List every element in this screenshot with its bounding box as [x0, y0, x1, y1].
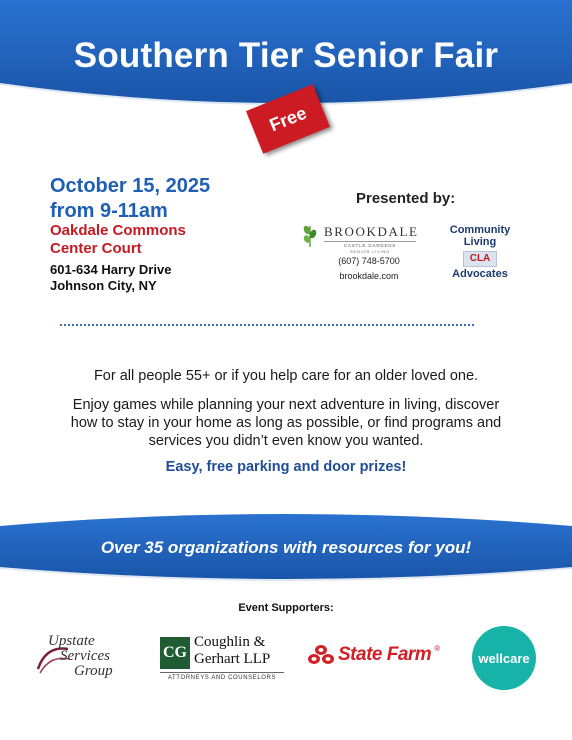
event-address [50, 262, 171, 294]
event-venue [50, 222, 186, 258]
address-line-2: Johnson City, NY [50, 278, 157, 293]
coughlin-monogram: CG [160, 637, 190, 669]
brookdale-website: brookdale.com [339, 271, 399, 281]
brookdale-leaf-icon [302, 224, 318, 248]
venue-line-2: Center Court [50, 240, 142, 257]
venue-line-1: Oakdale Commons [50, 222, 186, 239]
cla-line-3: Advocates [452, 268, 508, 280]
wellcare-name: wellcare [478, 650, 530, 666]
event-date: October 15, 2025 [50, 175, 211, 197]
free-badge-label: Free [266, 102, 310, 135]
description-line-3: services you didn’t even know you wanted. [148, 433, 424, 449]
statefarm-ovals-icon [307, 644, 335, 666]
supporters-heading: Event Supporters: [238, 602, 334, 614]
audience-text: For all people 55+ or if you help care for an older loved one. [93, 368, 479, 384]
cla-logo [440, 224, 520, 281]
statefarm-name: State Farm [338, 644, 432, 665]
upstate-services-logo [34, 633, 134, 685]
cla-line-1: Community [449, 224, 511, 236]
upstate-line-1: Upstate [48, 633, 95, 649]
event-date-time [50, 174, 210, 224]
organizations-banner-text: Over 35 organizations with resources for you! [100, 538, 472, 557]
cla-line-2: Living [463, 236, 497, 248]
event-time: from 9-11am [50, 200, 168, 222]
coughlin-tagline: ATTORNEYS AND COUNSELORS [160, 672, 284, 681]
brookdale-name: BROOKDALE [324, 224, 419, 239]
upstate-line-2: Services [60, 648, 110, 664]
coughlin-line-1: Coughlin & [194, 634, 266, 650]
cla-abbr-badge: CLA [463, 251, 498, 267]
brookdale-subtitle: CASTLE GARDENS [324, 241, 416, 248]
brookdale-tagline: SENIOR LIVING [350, 249, 390, 254]
address-line-1: 601-634 Harry Drive [50, 262, 172, 277]
upstate-line-3: Group [74, 663, 113, 679]
wellcare-logo [472, 626, 536, 690]
statefarm-logo [307, 644, 440, 666]
page-title: Southern Tier Senior Fair [73, 36, 499, 75]
parking-text: Easy, free parking and door prizes! [165, 459, 407, 475]
statefarm-registered-mark: ® [434, 644, 441, 653]
description-line-2: how to stay in your home as long as possible, or find programs and [70, 415, 502, 431]
brookdale-phone: (607) 748-5700 [338, 256, 400, 266]
description-paragraph [24, 396, 548, 450]
coughlin-line-2: Gerhart LLP [194, 651, 271, 667]
dotted-divider [60, 324, 474, 326]
description-line-1: Enjoy games while planning your next adventure in living, discover [72, 397, 500, 413]
presented-by-heading: Presented by: [356, 190, 456, 207]
coughlin-gerhart-name [194, 634, 270, 668]
